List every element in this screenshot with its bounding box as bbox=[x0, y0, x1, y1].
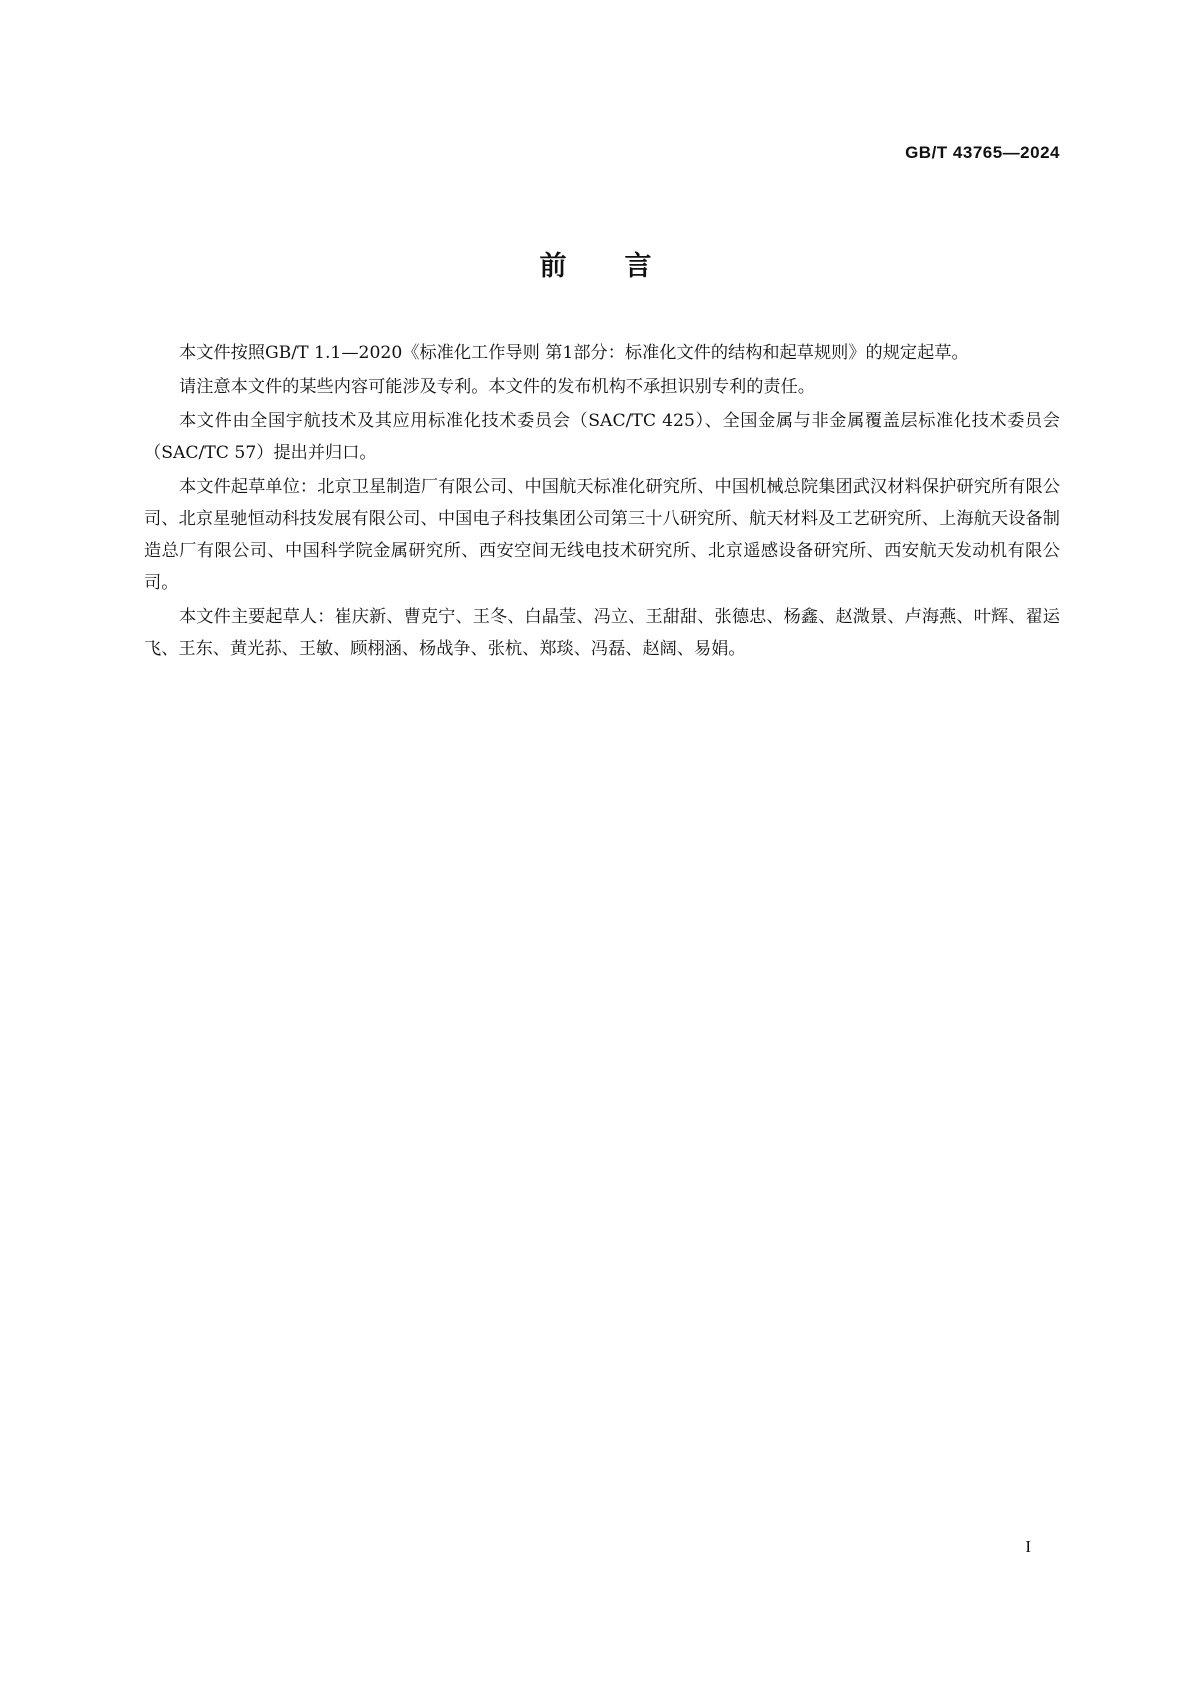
standard-code: GB/T 43765—2024 bbox=[905, 143, 1060, 162]
page-number: I bbox=[1025, 1537, 1031, 1556]
paragraph-proposer: 本文件由全国宇航技术及其应用标准化技术委员会（SAC/TC 425）、全国金属与非金属覆盖层标准化技术委员会（SAC/TC 57）提出并归口。 bbox=[144, 411, 1060, 463]
paragraph-drafters: 本文件主要起草人：崔庆新、曹克宁、王冬、白晶莹、冯立、王甜甜、张德忠、杨鑫、赵溦景、卢海燕、叶辉、翟运飞、王东、黄光荪、王敏、顾栩涵、杨战争、张杭、郑琰、冯磊、赵阔、易娟。 bbox=[144, 607, 1060, 659]
paragraph-drafting-units: 本文件起草单位：北京卫星制造厂有限公司、中国航天标准化研究所、中国机械总院集团武汉材料保护研究所有限公司、北京星驰恒动科技发展有限公司、中国电子科技集团公司第三十八研究所、航天材料及工艺研究所、上海航天设备制造总厂有限公司、中国科学院金属研究所、西安空间无线电技术研究所、北京遥感设备研究所、西安航天发动机有限公司。 bbox=[144, 477, 1060, 593]
foreword-body bbox=[144, 337, 1060, 667]
paragraph-patent-notice: 请注意本文件的某些内容可能涉及专利。本文件的发布机构不承担识别专利的责任。 bbox=[179, 377, 815, 397]
paragraph-drafting-rules: 本文件按照GB/T 1.1—2020《标准化工作导则 第1部分：标准化文件的结构和起草规则》的规定起草。 bbox=[179, 343, 969, 363]
page-title: 前言 bbox=[539, 251, 710, 282]
